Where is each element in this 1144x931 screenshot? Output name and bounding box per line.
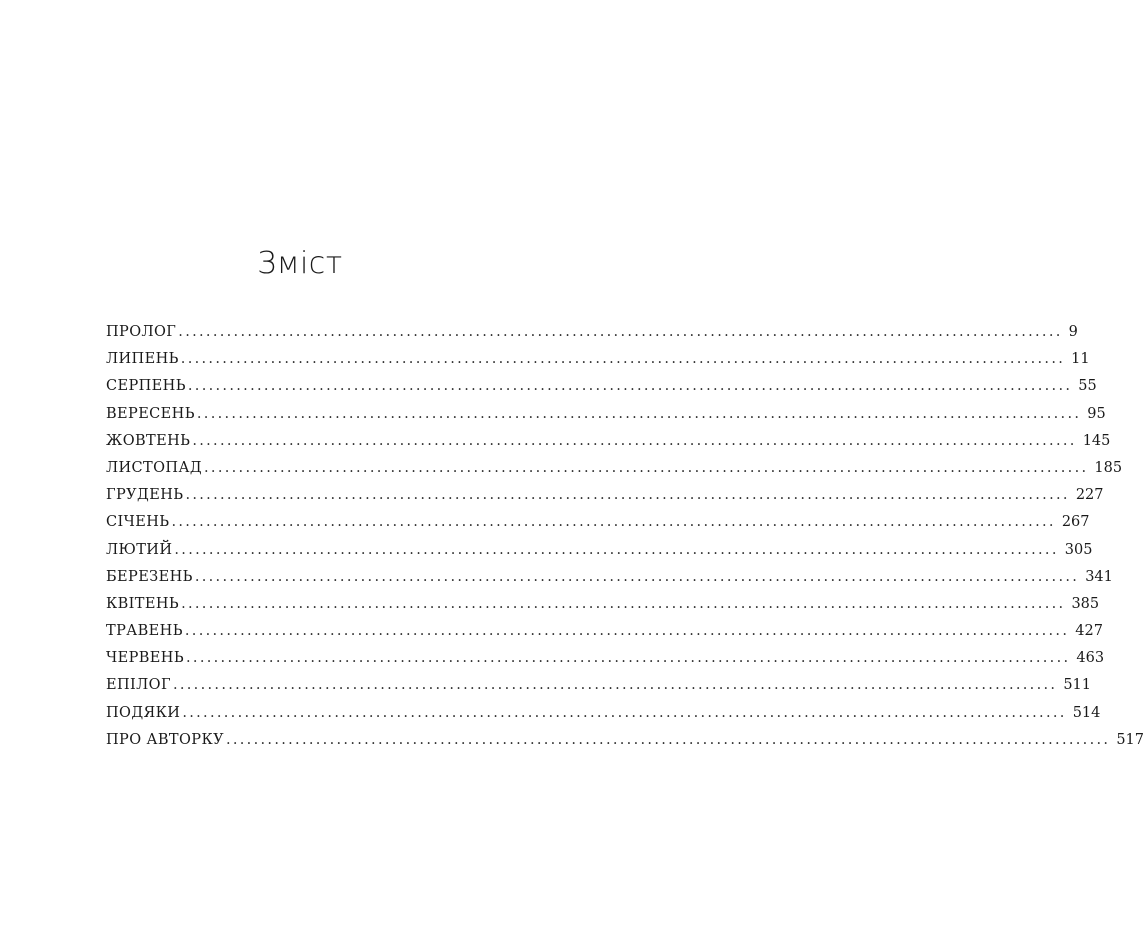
toc-dot-leader: ................................................................................................................................ [204, 459, 1089, 476]
toc-entry [106, 727, 1144, 754]
toc-entry [106, 509, 1090, 536]
toc-entry-page-number: 427 [1075, 623, 1103, 640]
toc-dot-leader: ................................................................................................................................ [172, 677, 1058, 694]
toc-entry-title: ПОДЯКИ [106, 704, 181, 721]
toc-entry-page-number: 511 [1063, 677, 1092, 694]
toc-dot-leader: ................................................................................................................................ [174, 541, 1059, 558]
toc-entry [106, 618, 1103, 645]
toc-dot-leader: ................................................................................................................................ [171, 514, 1056, 531]
toc-entry-page-number: 55 [1078, 378, 1097, 395]
toc-entry-page-number: 185 [1094, 459, 1123, 476]
toc-entry-title: СЕРПЕНЬ [106, 378, 186, 395]
toc-entry [106, 537, 1093, 564]
toc-entry-title: ЛИСТОПАД [106, 459, 203, 476]
toc-dot-leader: ................................................................................................................................ [181, 595, 1066, 612]
toc-entry-title: ВЕРЕСЕНЬ [106, 405, 195, 422]
toc-dot-leader: ................................................................................................................................ [186, 650, 1071, 667]
toc-entry-page-number: 145 [1082, 432, 1111, 449]
toc-entry-title: ГРУДЕНЬ [106, 487, 184, 504]
toc-dot-leader: ................................................................................................................................ [184, 623, 1070, 640]
toc-entry-page-number: 11 [1071, 351, 1090, 368]
toc-entry-page-number: 305 [1064, 541, 1093, 558]
toc-dot-leader: ................................................................................................................................ [182, 704, 1067, 721]
toc-entry [106, 700, 1101, 727]
toc-dot-leader: ................................................................................................................................ [196, 405, 1082, 422]
toc-entry-title: БЕРЕЗЕНЬ [106, 568, 193, 585]
toc-dot-leader: ................................................................................................................................ [192, 432, 1077, 449]
toc-entry [106, 428, 1111, 455]
toc-entry [106, 346, 1090, 373]
page-title: Зміст [257, 246, 343, 282]
toc-entry-page-number: 9 [1068, 324, 1078, 340]
toc-entry-page-number: 385 [1071, 595, 1100, 612]
toc-entry-page-number: 227 [1075, 487, 1104, 504]
toc-entry-title: ЕПІЛОГ [106, 677, 171, 694]
toc-entry-page-number: 463 [1076, 650, 1105, 667]
toc-entry-page-number: 514 [1072, 704, 1101, 721]
toc-entry-title: ТРАВЕНЬ [106, 623, 183, 640]
toc-entry-title: СІЧЕНЬ [106, 514, 170, 531]
toc-entry-page-number: 95 [1087, 405, 1106, 422]
toc-entry [106, 645, 1105, 672]
toc-entry [106, 401, 1106, 428]
toc-entry-title: ПРО АВТОРКУ [106, 731, 224, 748]
table-of-contents [106, 319, 1144, 754]
toc-dot-leader: ................................................................................................................................ [180, 351, 1066, 368]
toc-entry-title: ПРОЛОГ [106, 324, 177, 340]
toc-entry-title: ЛЮТИЙ [106, 541, 173, 558]
toc-entry-page-number: 267 [1061, 514, 1090, 531]
toc-entry [106, 482, 1104, 509]
toc-entry [106, 672, 1092, 699]
toc-entry [106, 373, 1097, 400]
toc-dot-leader: ................................................................................................................................ [194, 568, 1080, 585]
toc-entry-page-number: 517 [1116, 731, 1144, 748]
toc-entry-page-number: 341 [1085, 568, 1113, 585]
toc-entry-title: КВІТЕНЬ [106, 595, 180, 612]
toc-entry [106, 319, 1078, 346]
toc-entry [106, 591, 1100, 618]
toc-entry-title: ЖОВТЕНЬ [106, 432, 191, 449]
toc-entry [106, 564, 1113, 591]
toc-dot-leader: ................................................................................................................................ [178, 324, 1063, 340]
toc-entry-title: ЧЕРВЕНЬ [106, 650, 185, 667]
toc-dot-leader: ................................................................................................................................ [185, 487, 1070, 504]
toc-dot-leader: ................................................................................................................................ [225, 731, 1111, 748]
toc-entry-title: ЛИПЕНЬ [106, 351, 179, 368]
toc-dot-leader: ................................................................................................................................ [187, 378, 1073, 395]
toc-entry [106, 455, 1123, 482]
